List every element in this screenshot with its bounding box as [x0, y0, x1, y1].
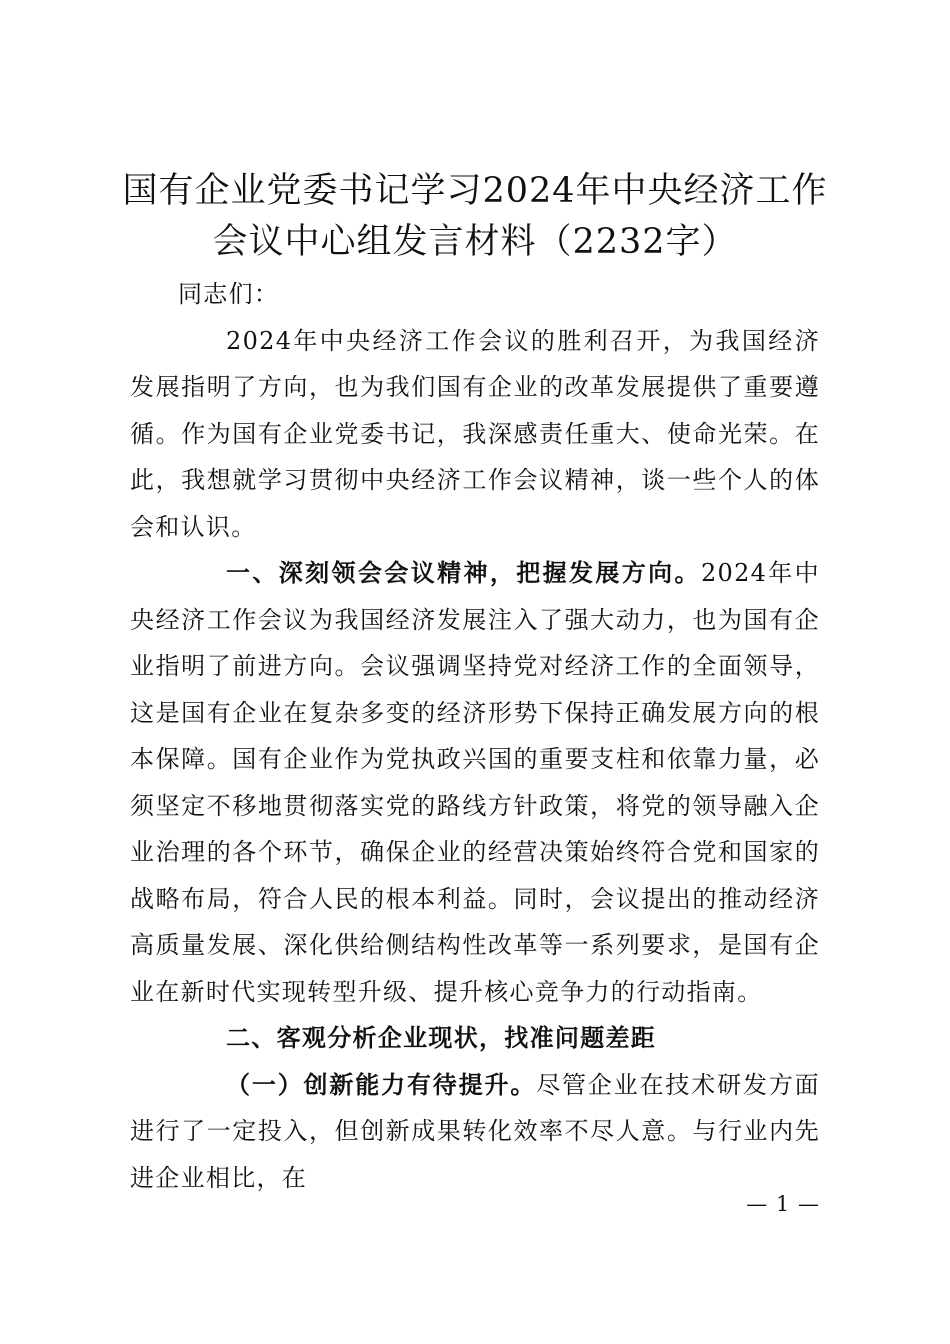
subsection-1-heading: （一）创新能力有待提升。	[226, 1069, 537, 1099]
title-line-1: 国有企业党委书记学习2024年中央经济工作	[122, 171, 828, 211]
title-line-2: 会议中心组发言材料（2232字）	[212, 222, 738, 262]
page-number: — 1 —	[746, 1192, 820, 1216]
intro-paragraph: 2024年中央经济工作会议的胜利召开，为我国经济发展指明了方向，也为我们国有企业的改革发展提供了重要遵循。作为国有企业党委书记，我深感责任重大、使命光荣。在此，我想就学习贯彻中央经济工作会议精神，谈一些个人的体会和认识。	[130, 326, 820, 541]
salutation: 同志们：	[178, 280, 280, 308]
section-1-paragraph	[130, 550, 820, 1015]
subsection-1-text: 尽管企业在技术研发方面进行了一定投入，但创新成果转化效率不尽人意。与行业内先进企业相比，在	[130, 1070, 820, 1192]
section-2-heading: 二、客观分析企业现状，找准问题差距	[226, 1024, 657, 1052]
document-title	[110, 166, 840, 268]
subsection-1-paragraph	[130, 1062, 820, 1202]
document-body	[130, 271, 820, 1201]
section-1-text: 2024年中央经济工作会议为我国经济发展注入了强大动力，也为国有企业指明了前进方向。会议强调坚持党对经济工作的全面领导，这是国有企业在复杂多变的经济形势下保持正确发展方向的根本保障。国有企业作为党执政兴国的重要支柱和依靠力量，必须坚定不移地贯彻落实党的路线方针政策，将党的领导融入企业治理的各个环节，确保企业的经营决策始终符合党和国家的战略布局，符合人民的根本利益。同时，会议提出的推动经济高质量发展、深化供给侧结构性改革等一系列要求，是国有企业在新时代实现转型升级、提升核心竞争力的行动指南。	[130, 559, 820, 1006]
section-1-heading: 一、深刻领会会议精神，把握发展方向。	[226, 559, 701, 587]
